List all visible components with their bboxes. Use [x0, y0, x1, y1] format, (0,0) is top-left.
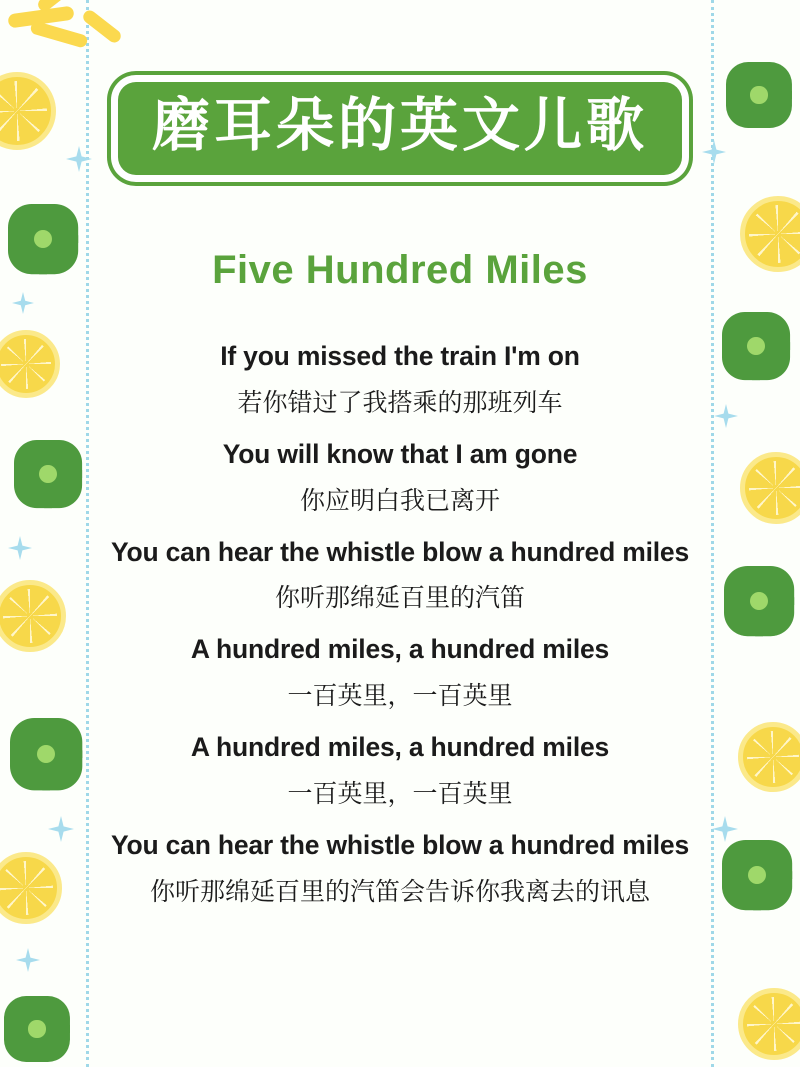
page-title: 磨耳朵的英文儿歌 — [151, 91, 649, 159]
clover-icon — [4, 996, 70, 1062]
clover-icon — [722, 312, 790, 380]
sparkle-icon — [12, 292, 34, 314]
lemon-slice-icon — [738, 988, 800, 1060]
lyrics-list — [96, 337, 704, 912]
lyric-line-en: You will know that I am gone — [222, 438, 578, 469]
lemon-slice-icon — [0, 330, 60, 398]
clover-icon — [14, 440, 82, 508]
header-title-badge — [118, 82, 682, 175]
lyric-line-zh: 你应明白我已离开 — [299, 485, 500, 515]
lyric-line-en: You can hear the whistle blow a hundred miles — [110, 829, 690, 860]
song-content — [96, 248, 704, 924]
clover-icon — [10, 718, 82, 790]
dotted-divider-left — [86, 0, 89, 1067]
lyric-line-en: You can hear the whistle blow a hundred miles — [110, 536, 690, 567]
lyric-line-zh: 你听那绵延百里的汽笛 — [274, 583, 525, 613]
lemon-slice-icon — [738, 722, 800, 792]
clover-icon — [722, 840, 792, 910]
lemon-slice-icon — [740, 452, 800, 524]
lyric-line-en: If you missed the train I'm on — [220, 341, 580, 371]
sparkle-icon — [66, 146, 92, 172]
dotted-divider-right — [711, 0, 714, 1067]
lyric-line-zh: 一百英里，一百英里 — [287, 778, 513, 808]
lyric-line-zh: 若你错过了我搭乘的那班列车 — [237, 387, 563, 417]
sparkle-icon — [48, 816, 74, 842]
clover-icon — [724, 566, 794, 636]
sparkle-icon — [8, 536, 32, 560]
lyric-line-zh: 你听那绵延百里的汽笛会告诉你我离去的讯息 — [149, 876, 650, 906]
song-title: Five Hundred Miles — [212, 248, 588, 292]
lyric-line-en: A hundred miles, a hundred miles — [190, 634, 610, 665]
lyric-line-zh: 一百英里，一百英里 — [287, 681, 513, 710]
lyric-line-en: A hundred miles, a hundred miles — [190, 732, 610, 762]
sparkle-icon — [714, 404, 738, 428]
sun-icon — [0, 0, 140, 86]
lemon-slice-icon — [0, 72, 56, 150]
lemon-slice-icon — [0, 580, 66, 652]
sparkle-icon — [16, 948, 40, 972]
sparkle-icon — [702, 140, 726, 164]
lemon-slice-icon — [0, 852, 62, 924]
clover-icon — [8, 204, 78, 274]
clover-icon — [726, 62, 792, 128]
sparkle-icon — [712, 816, 738, 842]
lemon-slice-icon — [740, 196, 800, 272]
